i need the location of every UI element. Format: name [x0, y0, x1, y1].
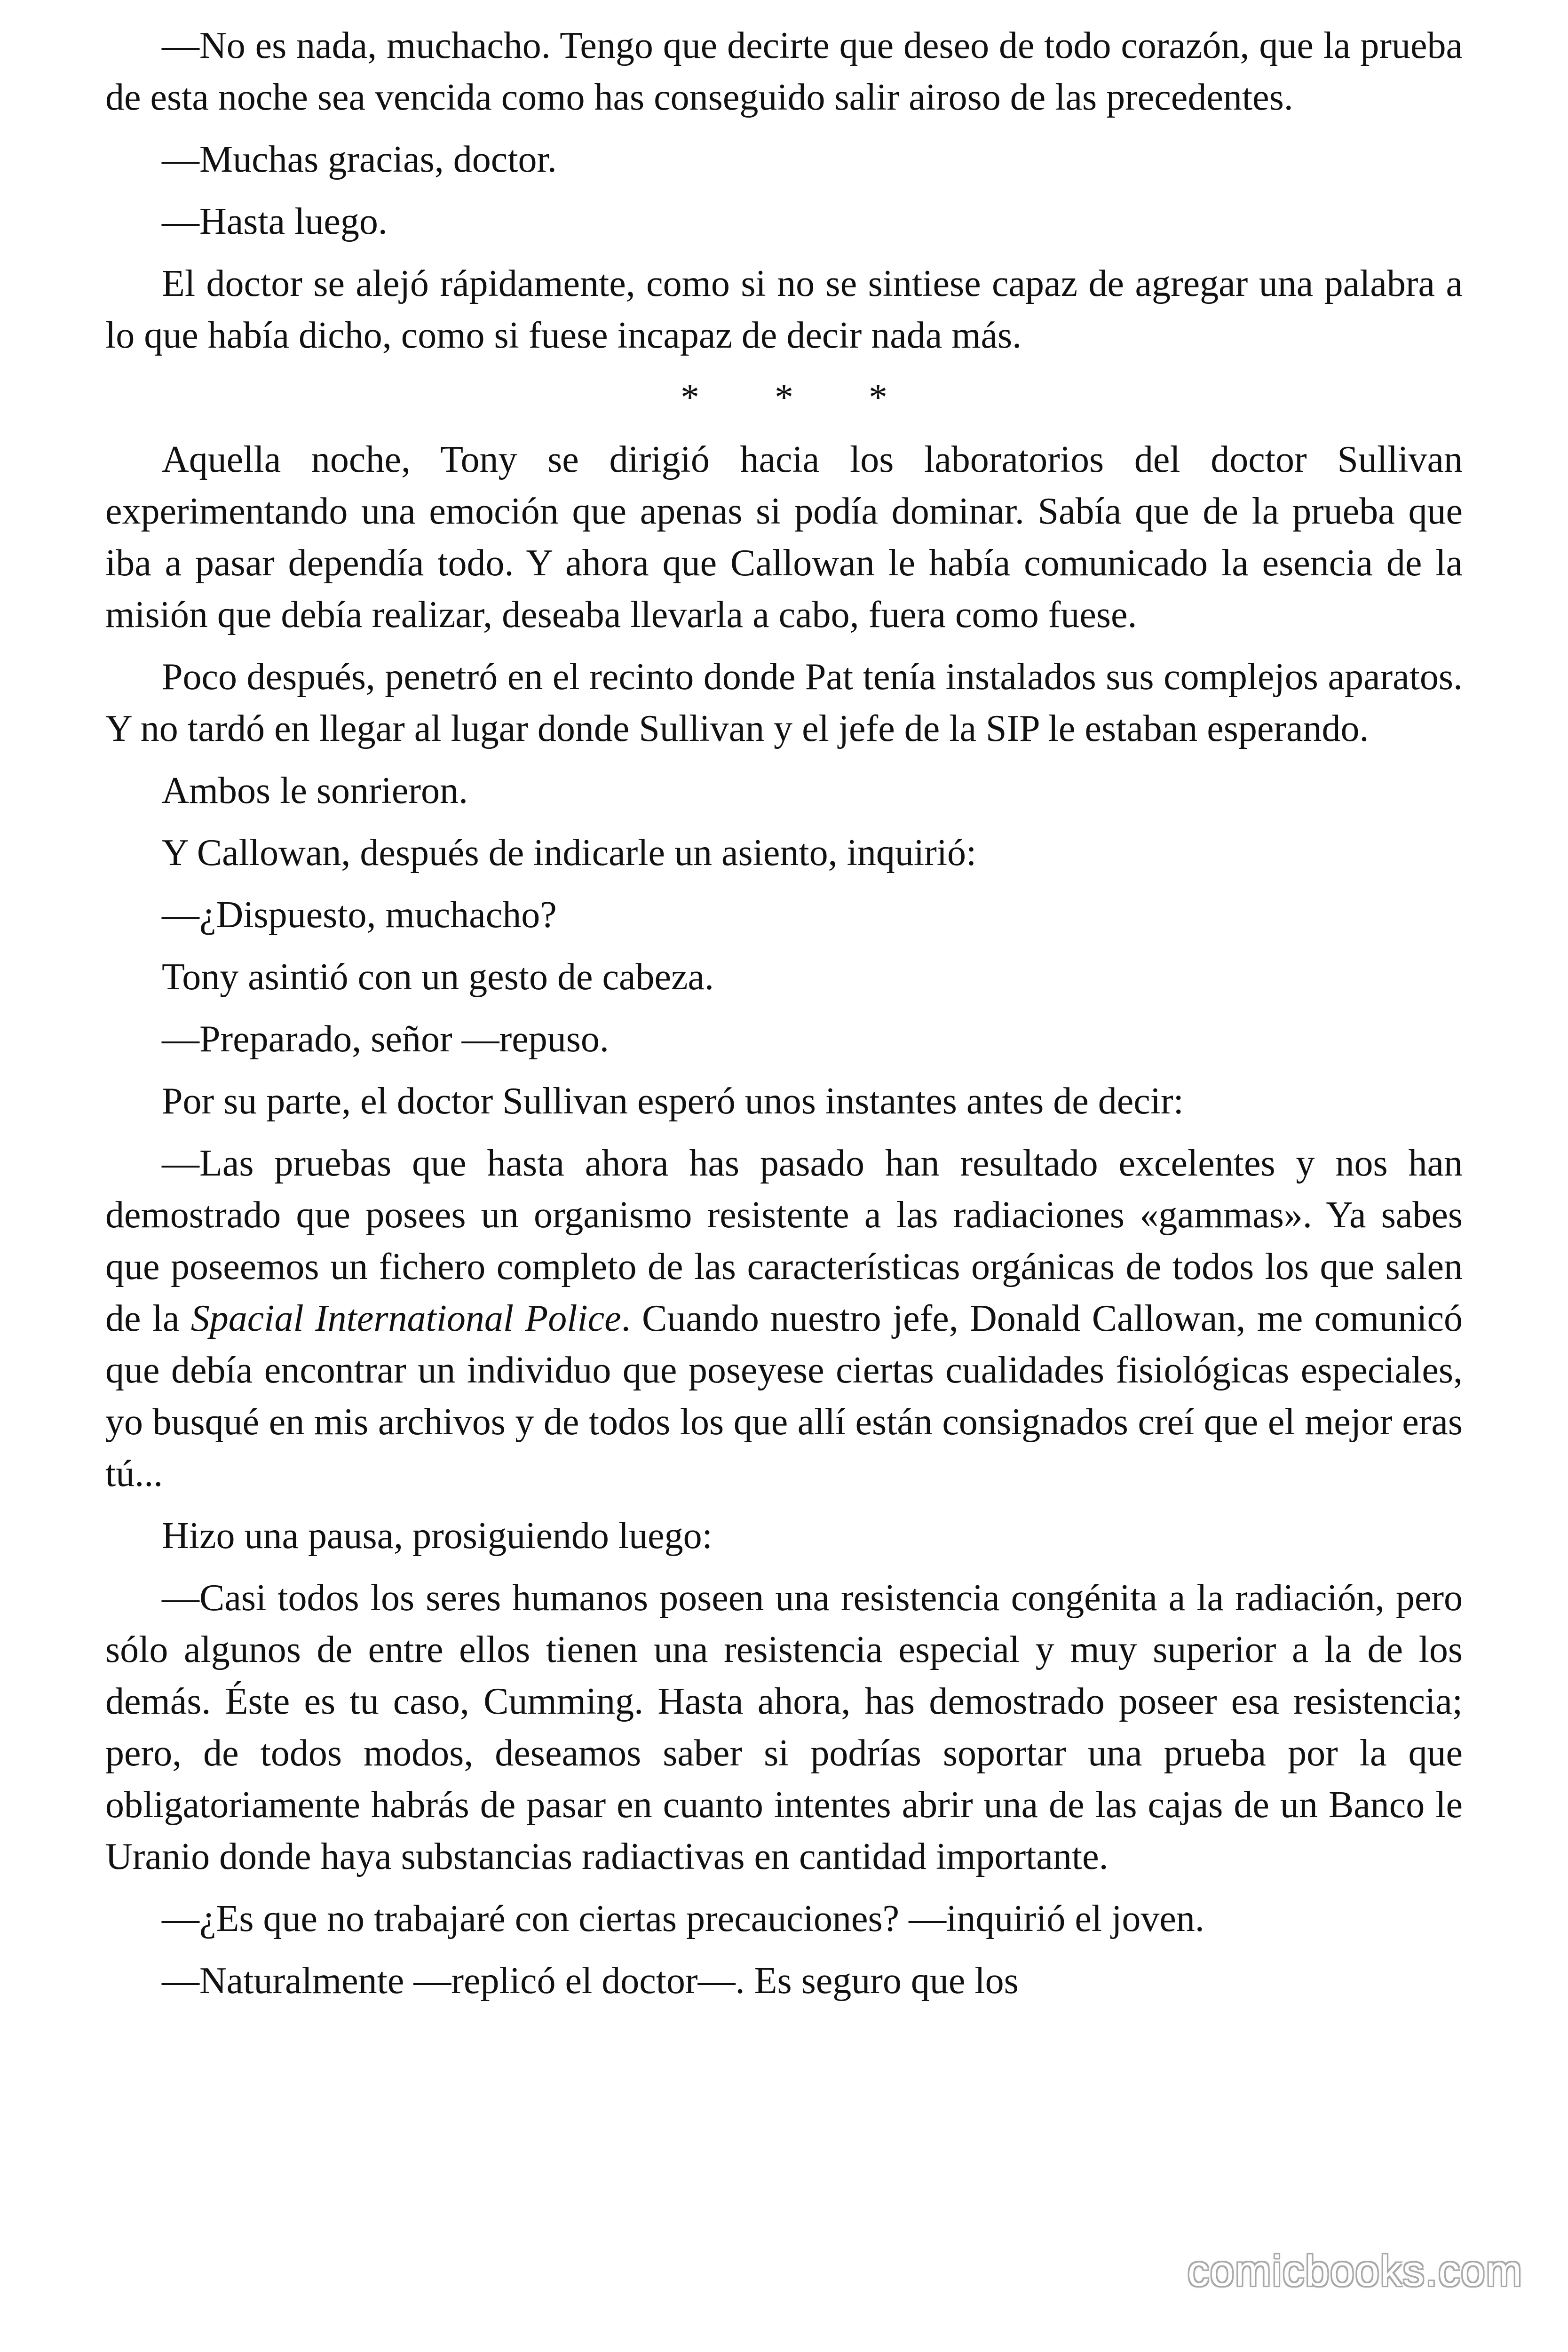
paragraph: El doctor se alejó rápidamente, como si no se sintiese capaz de agregar una palabra a lo que había dicho, como si fuese incapaz de decir nada más.	[105, 263, 1463, 356]
paragraph: Tony asintió con un gesto de cabeza.	[162, 956, 714, 998]
paragraph: —Hasta luego.	[162, 201, 388, 242]
paragraph: Por su parte, el doctor Sullivan esperó unos instantes antes de decir:	[162, 1081, 1184, 1122]
paragraph: Ambos le sonrieron.	[162, 770, 468, 811]
paragraph: Poco después, penetró en el recinto donde Pat tenía instalados sus complejos aparatos. Y no tardó en llegar al lugar donde Sullivan y el jefe de la SIP le estaban esperando.	[105, 656, 1463, 749]
separator-star: *	[775, 377, 793, 418]
paragraph: Hizo una pausa, prosiguiendo luego:	[162, 1515, 713, 1557]
paragraph: —Preparado, señor —repuso.	[162, 1018, 609, 1060]
watermark: comicbooks.com	[1187, 2247, 1523, 2295]
book-page	[105, 20, 1463, 2017]
paragraph: —¿Dispuesto, muchacho?	[162, 894, 557, 936]
paragraph: —Naturalmente —replicó el doctor—. Es seguro que los	[162, 1960, 1019, 2002]
separator-star: *	[681, 377, 699, 418]
paragraph: Aquella noche, Tony se dirigió hacia los laboratorios del doctor Sullivan experimentando una emoción que apenas si podía dominar. Sabía que de la prueba que iba a pasar dependía todo. Y ahora que Callowan le había comunicado la esencia de la misión que debía realizar, deseaba llevarla a cabo, fuera como fuese.	[105, 439, 1463, 636]
paragraph	[105, 1137, 1463, 1500]
paragraph: —Muchas gracias, doctor.	[162, 139, 557, 180]
paragraph-text: —Las pruebas que hasta ahora has pasado han resultado excelentes y nos han demostrado que posees un organismo resistente a las radiaciones «gammas». Ya sabes que poseemos un fichero completo de las características orgánicas de todos los que salen de la	[105, 1143, 1463, 1339]
italic-organization-name: Spacial International Police	[190, 1298, 621, 1339]
paragraph: —Casi todos los seres humanos poseen una resistencia congénita a la radiación, pero sólo algunos de entre ellos tienen una resistencia especial y muy superior a la de los demás. Éste es tu caso, Cumming. Hasta ahora, has demostrado poseer esa resistencia; pero, de todos modos, deseamos saber si podrías soportar una prueba por la que obligatoriamente habrás de pasar en cuanto intentes abrir una de las cajas de un Banco le Uranio donde haya substancias radiactivas en cantidad importante.	[105, 1577, 1463, 1877]
separator-star: *	[869, 377, 887, 418]
scene-separator	[105, 372, 1463, 423]
paragraph: Y Callowan, después de indicarle un asiento, inquirió:	[162, 832, 977, 874]
paragraph-text: . Cuando nuestro jefe, Donald Callowan, me comunicó que debía encontrar un individuo que poseyese ciertas cualidades fisiológicas especiales, yo busqué en mis archivos y de todos los que allí están consignados creí que el mejor eras tú...	[105, 1298, 1463, 1494]
paragraph: —¿Es que no trabajaré con ciertas precauciones? —inquirió el joven.	[162, 1898, 1204, 1939]
paragraph: —No es nada, muchacho. Tengo que decirte que deseo de todo corazón, que la prueba de esta noche sea vencida como has conseguido salir airoso de las precedentes.	[105, 25, 1463, 118]
